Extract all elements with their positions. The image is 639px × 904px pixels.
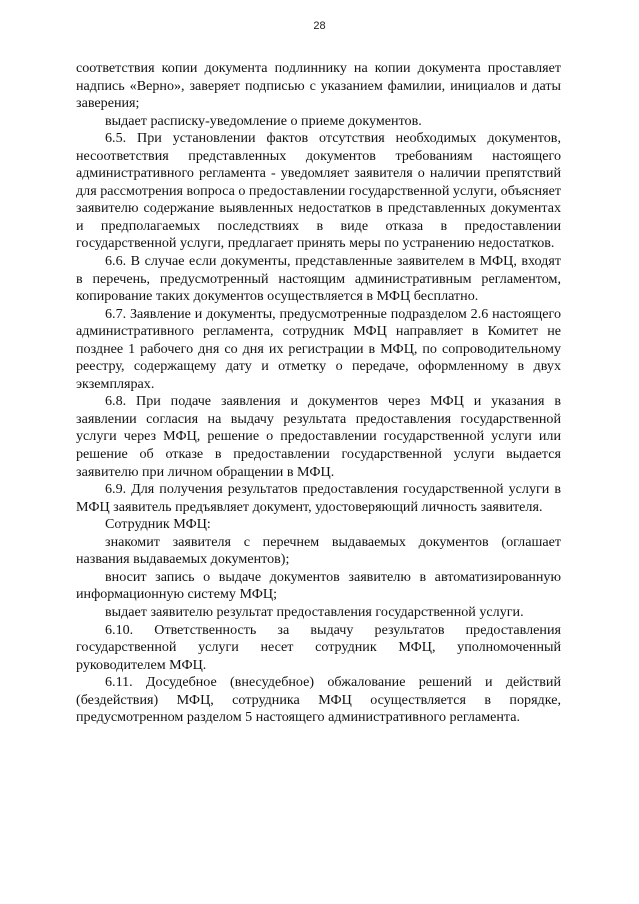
paragraph-receipt: выдает расписку-уведомление о приеме документов.: [105, 112, 422, 129]
document-body: [76, 60, 561, 727]
paragraph-6-8: 6.8. При подаче заявления и документов через МФЦ и указания в заявлении согласия на выдачу результата предоставления государственной услуги через МФЦ, решение о предоставлении государственной услуги или решение об отказе в предоставлении государственной услуги выдается заявителю при личном обращении в МФЦ.: [76, 393, 561, 480]
paragraph-issues: выдает заявителю результат предоставления государственной услуги.: [105, 603, 524, 620]
paragraph-6-9: 6.9. Для получения результатов предоставления государственной услуги в МФЦ заявитель предъявляет документ, удостоверяющий личность заявителя.: [76, 481, 561, 515]
paragraph-6-6: 6.6. В случае если документы, представленные заявителем в МФЦ, входят в перечень, предусмотренный настоящим административным регламентом, копирование таких документов осуществляется в МФЦ бесплатно.: [76, 253, 561, 305]
paragraph-continuation: соответствия копии документа подлиннику на копии документа проставляет надпись «Верно», заверяет подписью с указанием фамилии, инициалов и даты заверения;: [76, 60, 561, 112]
paragraph-records: вносит запись о выдаче документов заявителю в автоматизированную информационную систему МФЦ;: [76, 568, 561, 603]
paragraph-acquaints: знакомит заявителя с перечнем выдаваемых документов (оглашает названия выдаваемых документов);: [76, 533, 561, 568]
paragraph-employee: Сотрудник МФЦ:: [105, 516, 211, 533]
paragraph-6-5: 6.5. При установлении фактов отсутствия необходимых документов, несоответствия представленных документов требованиям настоящего административного регламента - уведомляет заявителя о наличии препятствий для рассмотрения вопроса о предоставлении государственной услуги, объясняет заявителю содержание выявленных недостатков в представленных документах и предполагаемых последствиях в виде отказа в предоставлении государственной услуги, предлагает принять меры по устранению недостатков.: [76, 130, 561, 252]
page-number: 28: [313, 20, 326, 32]
paragraph-6-7: 6.7. Заявление и документы, предусмотренные подразделом 2.6 настоящего административного регламента, сотрудник МФЦ направляет в Комитет не позднее 1 рабочего дня со дня их регистрации в МФЦ, по сопроводительному реестру, содержащему дату и отметку о передаче, оформленному в двух экземплярах.: [76, 305, 561, 392]
paragraph-6-10: 6.10. Ответственность за выдачу результатов предоставления государственной услуги несет сотрудник МФЦ, уполномоченный руководителем МФЦ.: [76, 621, 561, 673]
paragraph-6-11: 6.11. Досудебное (внесудебное) обжалование решений и действий (бездействия) МФЦ, сотрудника МФЦ осуществляется в порядке, предусмотренном разделом 5 настоящего административного регламента.: [76, 674, 561, 726]
